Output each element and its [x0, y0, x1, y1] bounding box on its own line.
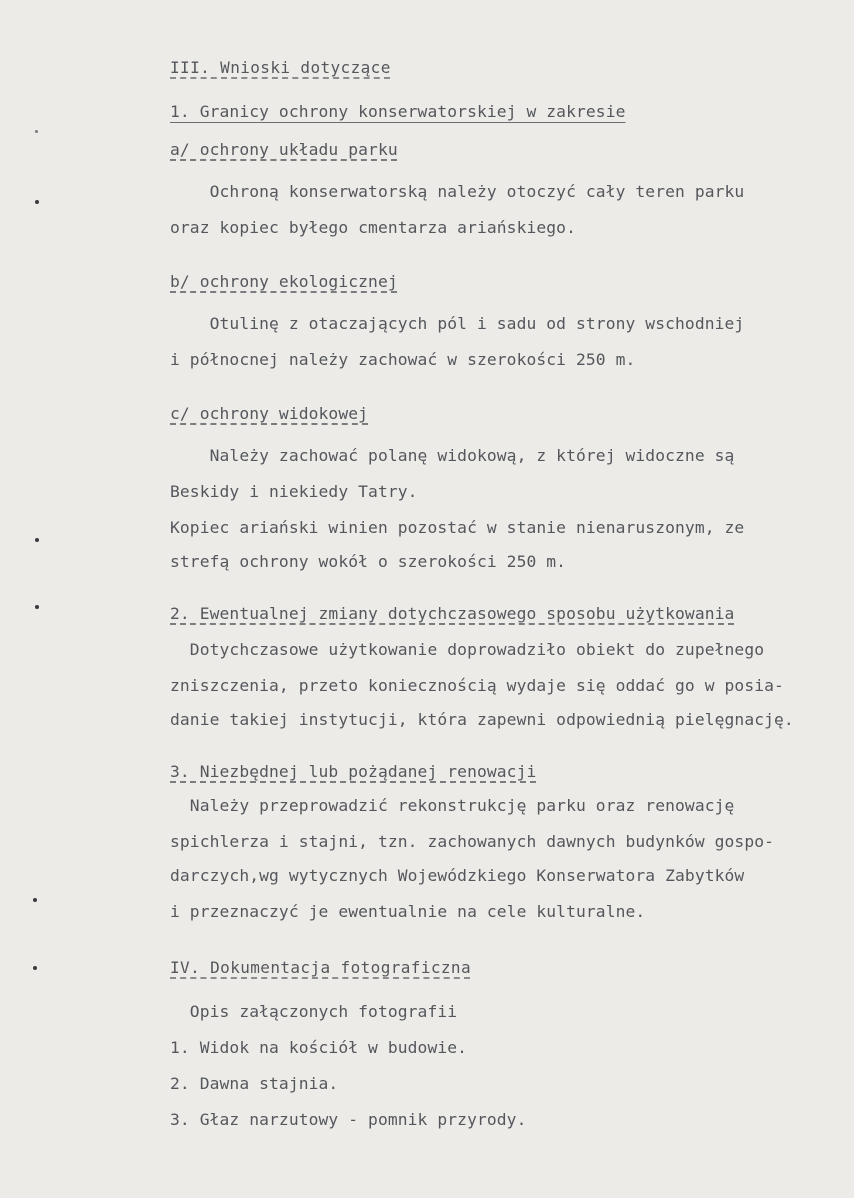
paragraph-line: Należy zachować polanę widokową, z której widoczne są [170, 446, 735, 465]
photo-list-item: 3. Głaz narzutowy - pomnik przyrody. [170, 1110, 527, 1129]
subsection-heading-c: c/ ochrony widokowej [170, 404, 369, 423]
paragraph-line: danie takiej instytucji, która zapewni odpowiednią pielęgnację. [170, 710, 794, 729]
margin-mark [35, 200, 39, 204]
margin-mark [33, 898, 37, 902]
subsection-heading-b: b/ ochrony ekologicznej [170, 272, 398, 291]
section-heading-iv: IV. Dokumentacja fotograficzna [170, 958, 471, 977]
section-heading-iii: III. Wnioski dotyczące [170, 58, 391, 77]
subsection-heading-2: 2. Ewentualnej zmiany dotychczasowego sposobu użytkowania [170, 604, 735, 623]
paragraph-line: strefą ochrony wokół o szerokości 250 m. [170, 552, 567, 571]
paragraph-line: i przeznaczyć je ewentualnie na cele kulturalne. [170, 902, 646, 921]
subsection-heading-a: a/ ochrony układu parku [170, 140, 398, 159]
paragraph-line: i północnej należy zachować w szerokości 250 m. [170, 350, 636, 369]
photo-list-item: 2. Dawna stajnia. [170, 1074, 339, 1093]
paragraph-line: darczych,wg wytycznych Wojewódzkiego Konserwatora Zabytków [170, 866, 745, 885]
subsection-heading-1: 1. Granicy ochrony konserwatorskiej w zakresie [170, 102, 626, 121]
paragraph-line: Ochroną konserwatorską należy otoczyć cały teren parku [170, 182, 745, 201]
paragraph-line: Dotychczasowe użytkowanie doprowadziło obiekt do zupełnego [170, 640, 765, 659]
paragraph-line: zniszczenia, przeto koniecznością wydaje się oddać go w posia- [170, 676, 784, 695]
paragraph-line: spichlerza i stajni, tzn. zachowanych dawnych budynków gospo- [170, 832, 775, 851]
margin-mark [35, 130, 38, 133]
photo-list-item: 1. Widok na kościół w budowie. [170, 1038, 468, 1057]
subsection-heading-3: 3. Niezbędnej lub pożądanej renowacji [170, 762, 537, 781]
paragraph-line: Otulinę z otaczających pól i sadu od strony wschodniej [170, 314, 745, 333]
paragraph-line: oraz kopiec byłego cmentarza ariańskiego. [170, 218, 576, 237]
margin-mark [35, 605, 39, 609]
paragraph-line: Beskidy i niekiedy Tatry. [170, 482, 418, 501]
paragraph-line: Należy przeprowadzić rekonstrukcję parku oraz renowację [170, 796, 735, 815]
margin-mark [35, 538, 39, 542]
margin-mark [33, 966, 37, 970]
photo-list-intro: Opis załączonych fotografii [170, 1002, 458, 1021]
paragraph-line: Kopiec ariański winien pozostać w stanie nienaruszonym, ze [170, 518, 745, 537]
